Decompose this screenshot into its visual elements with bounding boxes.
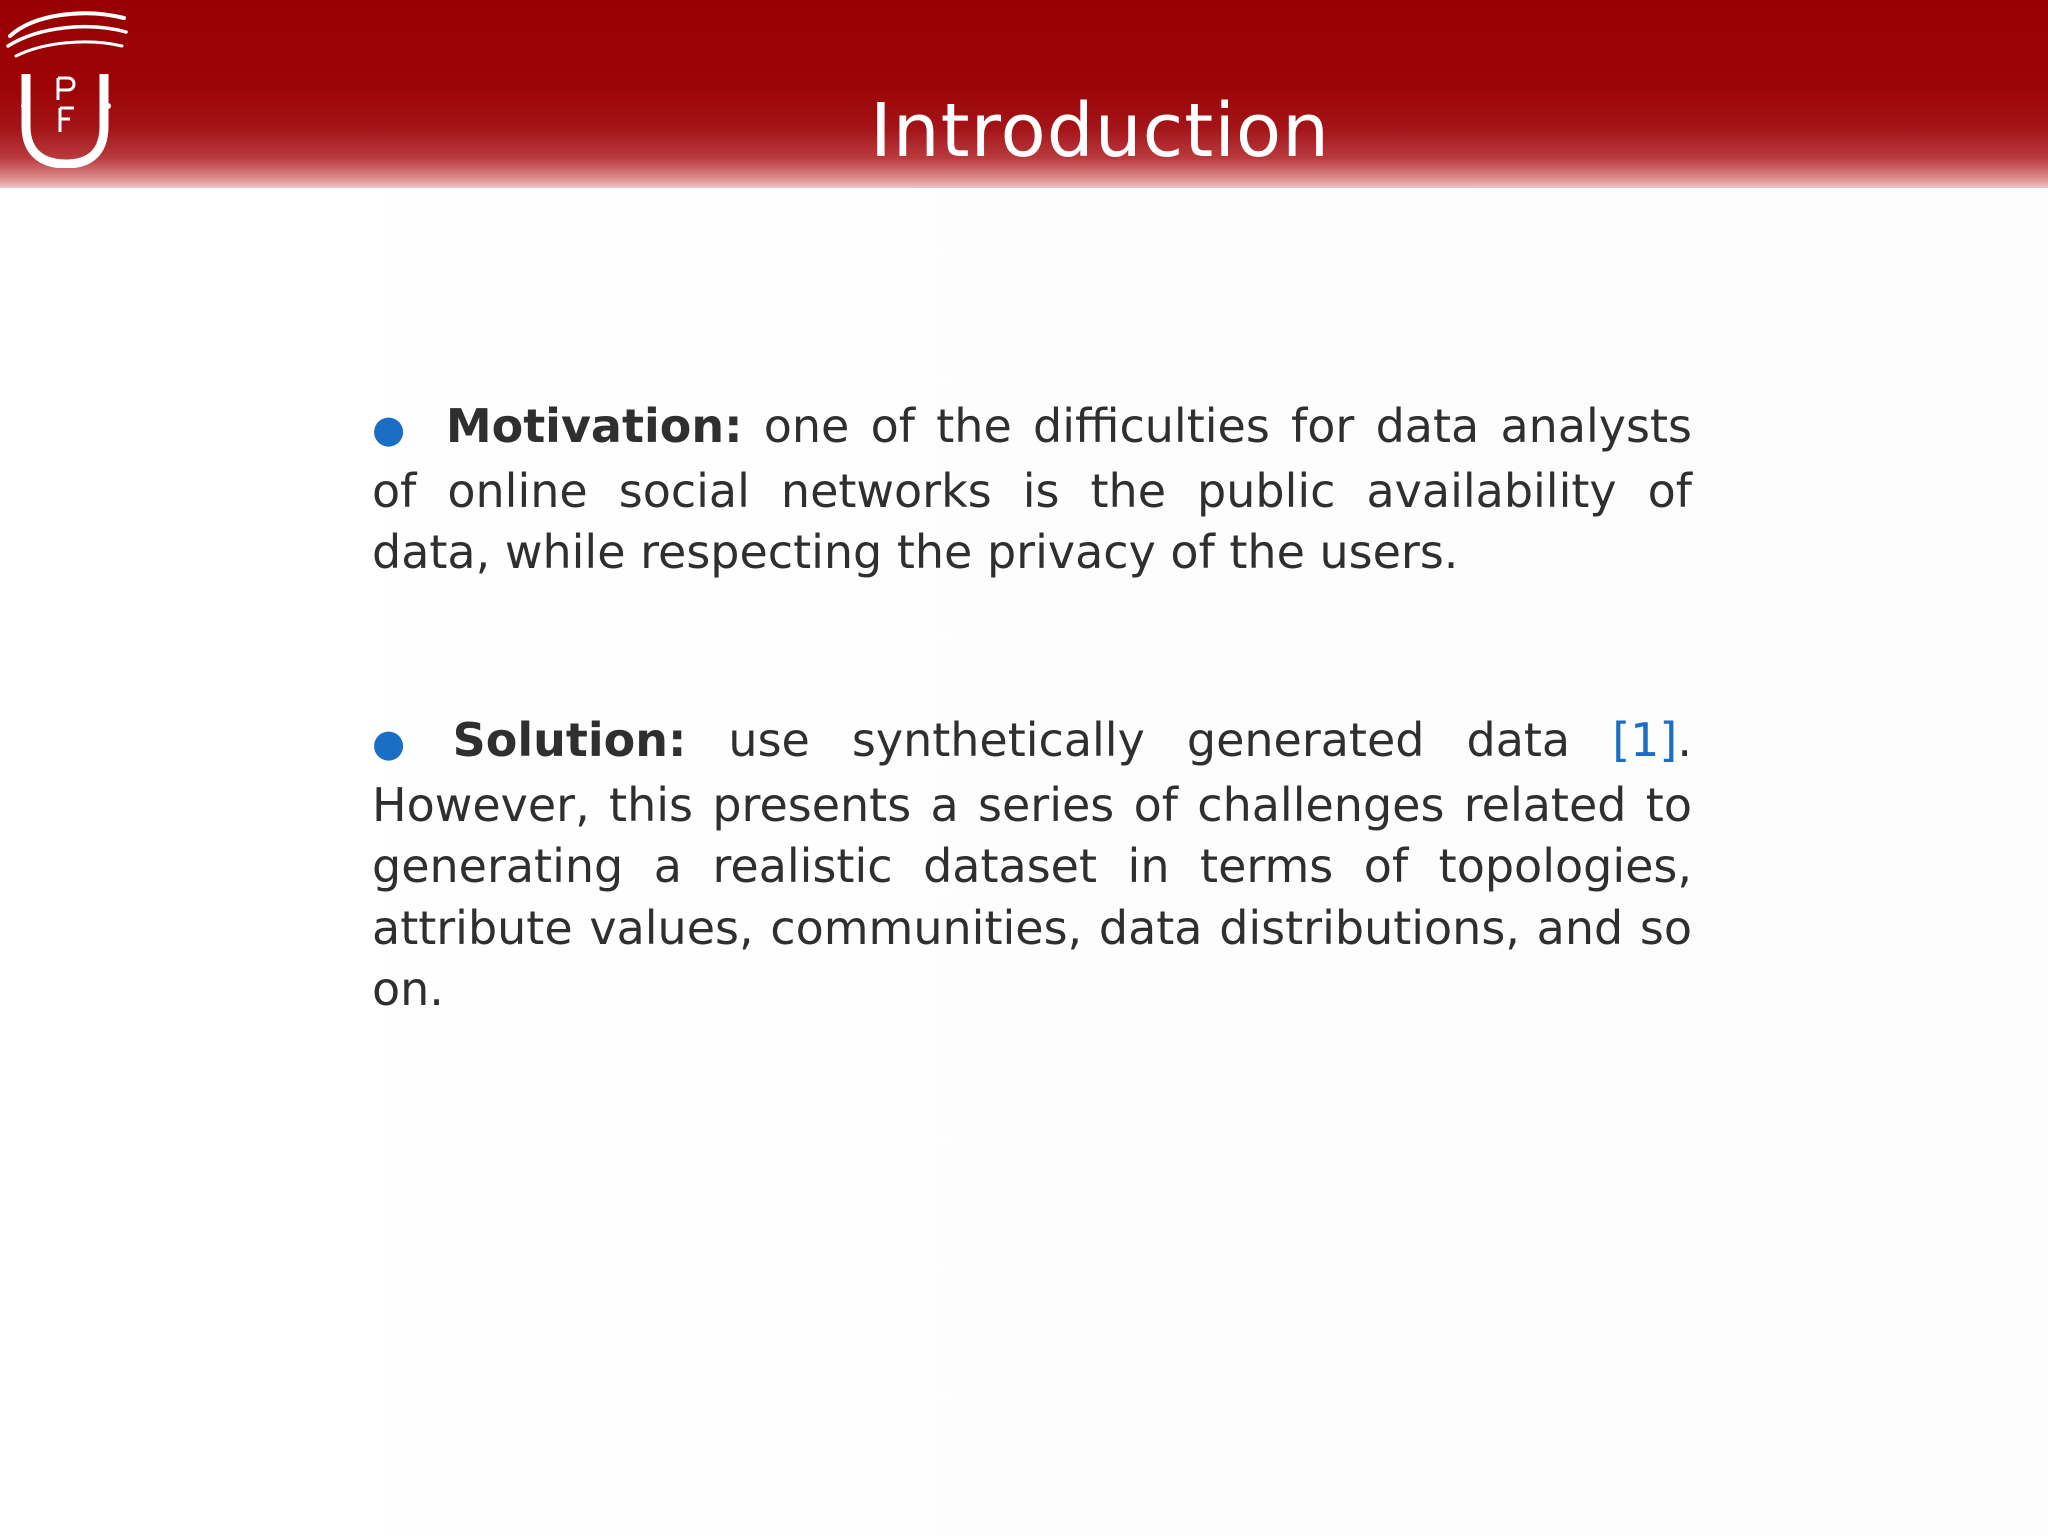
bullet-marker-icon: ●: [372, 721, 433, 765]
bullet-motivation: [372, 396, 1692, 584]
slide-header-bar: [0, 0, 2048, 188]
bullet-text-solution-after: . However, this presents a series of challenges related to generating a realistic dataset in terms of topologies, attribute values, communities, data distributions, and so on.: [372, 713, 1692, 1016]
bullet-solution: [372, 710, 1692, 1021]
bullet-text-motivation: one of the difficulties for data analysts of online social networks is the public availability of data, while respecting the privacy of the users.: [372, 399, 1692, 579]
bullet-text-solution-before: use synthetically generated data: [686, 713, 1613, 767]
citation-link[interactable]: [1]: [1612, 713, 1678, 767]
bullet-lead-solution: Solution:: [452, 713, 687, 767]
bullet-lead-motivation: Motivation:: [445, 399, 743, 453]
bullet-marker-icon: ●: [372, 407, 412, 451]
slide-title: Introduction: [869, 88, 1331, 174]
